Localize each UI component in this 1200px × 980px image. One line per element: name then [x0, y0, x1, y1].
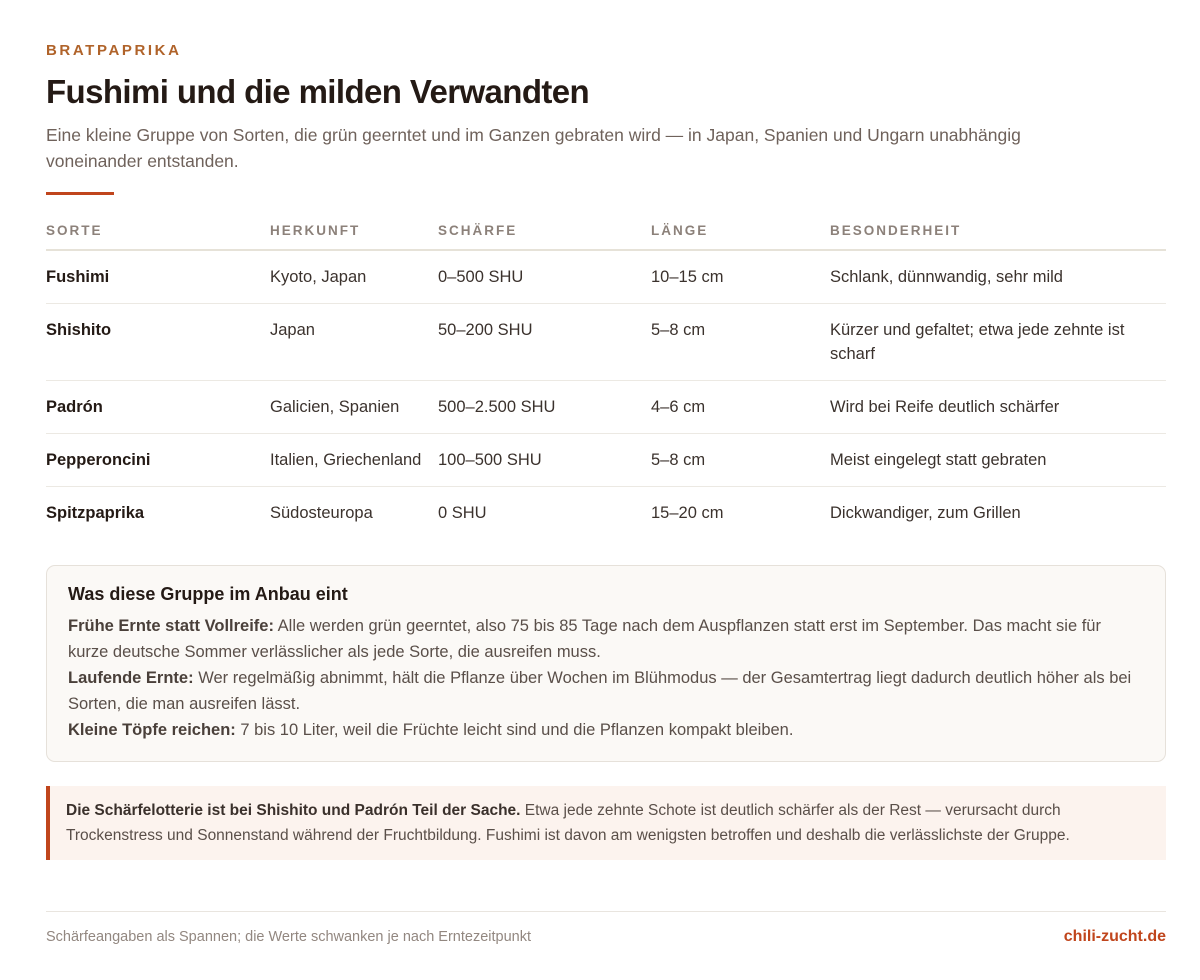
card-item-text: Wer regelmäßig abnimmt, hält die Pflanze über Wochen im Blühmodus — der Gesamtertrag liegt dadurch deutlich höher als bei Sorten, die man ausreifen lässt. — [68, 669, 1132, 713]
cell-heat: 50–200 SHU — [438, 304, 651, 381]
brand-link[interactable]: chili-zucht.de — [1063, 928, 1166, 945]
cell-heat: 500–2.500 SHU — [438, 381, 651, 434]
cell-length: 4–6 cm — [651, 381, 830, 434]
callout-lead: Die Schärfelotterie ist bei Shishito und Padrón Teil der Sache. — [66, 802, 521, 819]
cell-origin: Italien, Griechenland — [270, 434, 438, 487]
cell-feature: Schlank, dünnwandig, sehr mild — [830, 250, 1166, 304]
cell-length: 5–8 cm — [651, 434, 830, 487]
card-item-label: Frühe Ernte statt Vollreife: — [68, 617, 274, 635]
page-subtitle: Eine kleine Gruppe von Sorten, die grün geerntet und im Ganzen gebraten wird — in Japan, Spanien und Ungarn unabhängig voneinander entstanden. — [46, 125, 1021, 171]
heat-lottery-callout — [46, 786, 1166, 860]
cultivation-card — [46, 565, 1166, 762]
section-eyebrow: BRATPAPRIKA — [46, 42, 182, 59]
cell-length: 15–20 cm — [651, 504, 724, 522]
table-row — [46, 381, 1166, 434]
cell-variety: Spitzpaprika — [46, 504, 145, 522]
card-title: Was diese Gruppe im Anbau eint — [68, 584, 348, 604]
table-row — [46, 434, 1166, 487]
cell-length: 10–15 cm — [651, 250, 830, 304]
footer — [46, 911, 1166, 946]
varieties-table — [46, 221, 1166, 539]
cell-origin: Galicien, Spanien — [270, 381, 438, 434]
cell-heat: 0–500 SHU — [438, 250, 651, 304]
card-item-label: Laufende Ernte: — [68, 669, 194, 687]
cell-origin: Kyoto, Japan — [270, 250, 438, 304]
cell-variety: Fushimi — [46, 250, 270, 304]
card-item — [68, 665, 1144, 717]
footer-note: Schärfeangaben als Spannen; die Werte schwanken je nach Erntezeitpunkt — [46, 929, 531, 945]
column-header-herkunft: HERKUNFT — [270, 221, 438, 250]
card-item-text: Alle werden grün geerntet, also 75 bis 85 Tage nach dem Auspflanzen statt erst im September. Das macht sie für kurze deutsche Sommer verlässlicher als jede Sorte, die ausreifen muss. — [68, 617, 1101, 661]
cell-origin: Südosteuropa — [270, 504, 373, 522]
cell-feature: Dickwandiger, zum Grillen — [830, 504, 1021, 522]
column-header-laenge: LÄNGE — [651, 221, 830, 250]
table-row — [46, 487, 1166, 540]
cell-origin: Japan — [270, 304, 438, 381]
cell-variety: Padrón — [46, 381, 270, 434]
cell-feature: Kürzer und gefaltet; etwa jede zehnte ist scharf — [830, 304, 1166, 381]
column-header-schaerfe: SCHÄRFE — [438, 221, 651, 250]
accent-divider — [46, 192, 114, 195]
cell-heat: 100–500 SHU — [438, 434, 651, 487]
cell-heat: 0 SHU — [438, 504, 487, 522]
table-header-row — [46, 221, 1166, 250]
table-row — [46, 304, 1166, 381]
cell-length: 5–8 cm — [651, 304, 830, 381]
card-item-label: Kleine Töpfe reichen: — [68, 721, 236, 739]
page-title: Fushimi und die milden Verwandten — [46, 73, 590, 110]
card-item-text: 7 bis 10 Liter, weil die Früchte leicht sind und die Pflanzen kompakt bleiben. — [235, 721, 794, 739]
cell-variety: Pepperoncini — [46, 434, 270, 487]
cell-variety: Shishito — [46, 304, 270, 381]
cell-feature: Meist eingelegt statt gebraten — [830, 434, 1166, 487]
column-header-sorte: SORTE — [46, 221, 270, 250]
table-row — [46, 250, 1166, 304]
cell-feature: Wird bei Reife deutlich schärfer — [830, 381, 1166, 434]
card-item — [68, 613, 1144, 665]
callout-text: Etwa jede zehnte Schote ist deutlich schärfer als der Rest — verursacht durch Trockenstress und Sonnenstand während der Fruchtbildung. Fushimi ist davon am wenigsten betroffen und deshalb die verlässlichste der Gruppe. — [66, 802, 1070, 844]
column-header-besonderheit: BESONDERHEIT — [830, 221, 1166, 250]
card-item — [68, 717, 1144, 743]
